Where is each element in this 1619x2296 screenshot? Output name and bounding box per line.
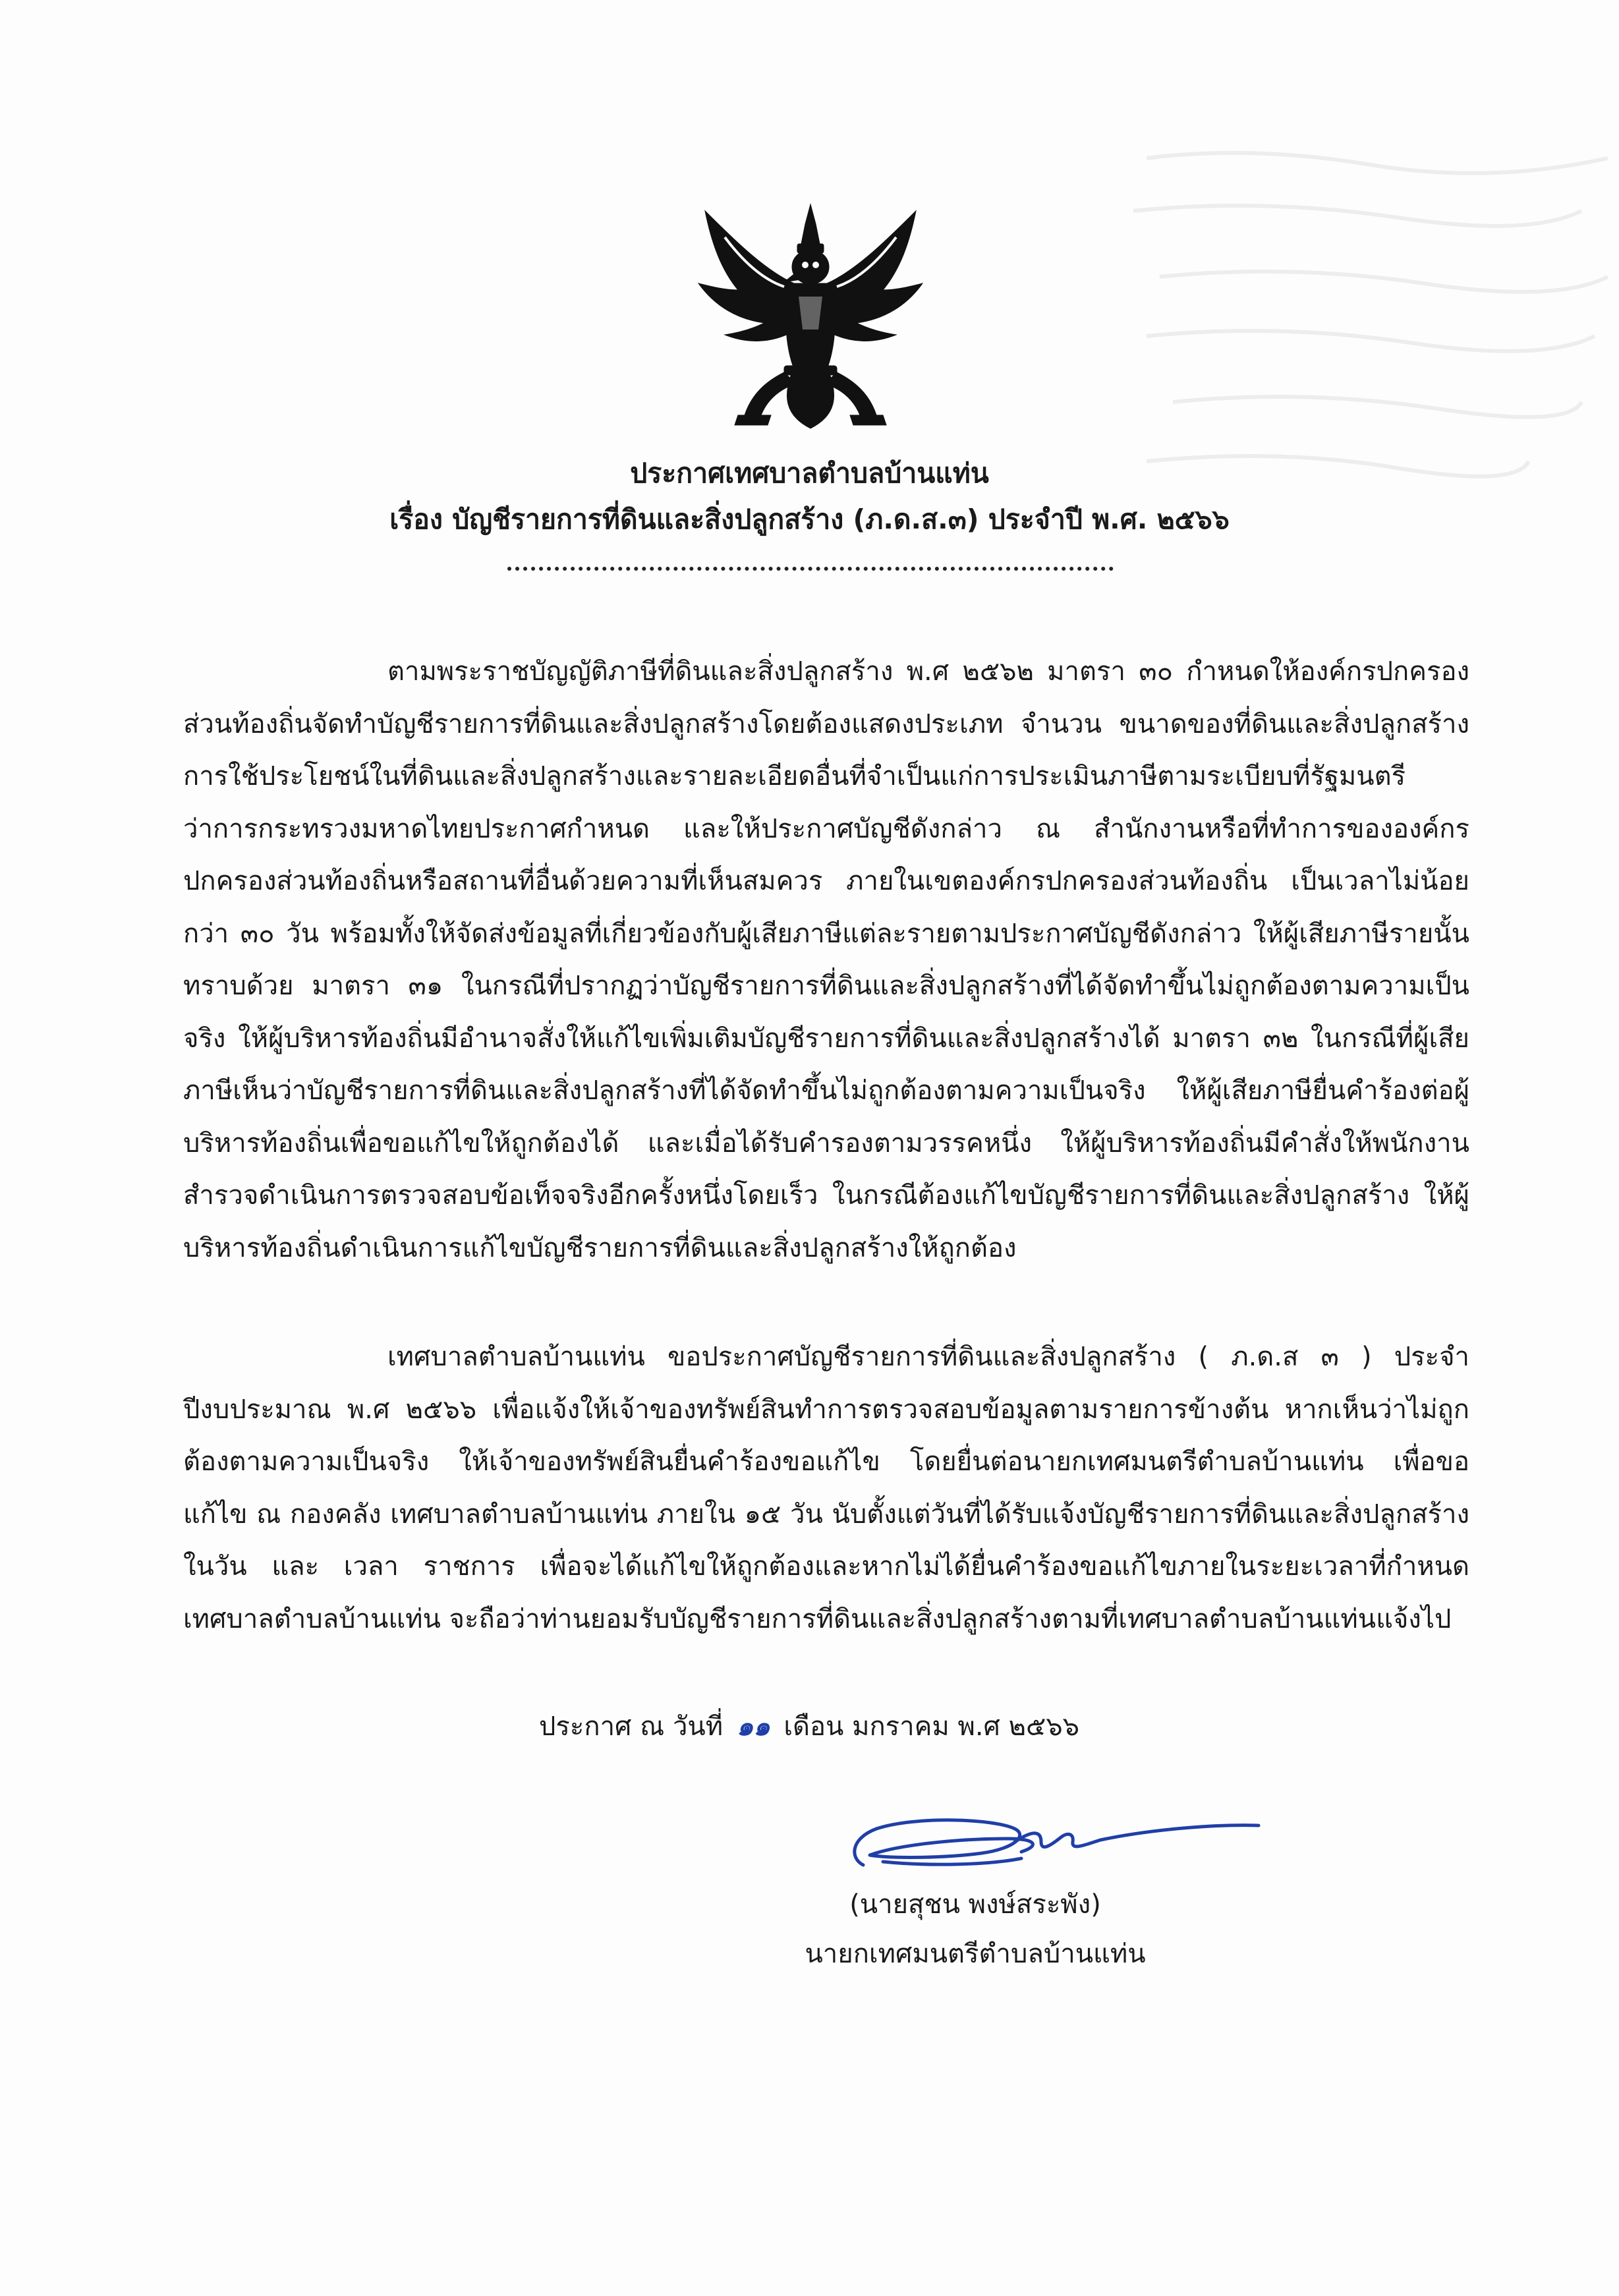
date-prefix: ประกาศ ณ วันที่ — [539, 1711, 724, 1742]
body-paragraph-1: ตามพระราชบัญญัติภาษีที่ดินและสิ่งปลูกสร้าง พ.ศ ๒๕๖๒ มาตรา ๓๐ กำหนดให้องค์กรปกครองส่วนท้องถิ่นจัดทำบัญชีรายการที่ดินและสิ่งปลูกสร้างโดยต้องแสดงประเภท จำนวน ขนาดของที่ดินและสิ่งปลูกสร้าง การใช้ประโยชน์ในที่ดินและสิ่งปลูกสร้างและรายละเอียดอื่นที่จำเป็นแก่การประเมินภาษีตามระเบียบที่รัฐมนตรีว่าการกระทรวงมหาดไทยประกาศกำหนด และให้ประกาศบัญชีดังกล่าว ณ สำนักงานหรือที่ทำการขององค์กรปกครองส่วนท้องถิ่นหรือสถานที่อื่นด้วยความที่เห็นสมควร ภายในเขตองค์กรปกครองส่วนท้องถิ่น เป็นเวลาไม่น้อยกว่า ๓๐ วัน พร้อมทั้งให้จัดส่งข้อมูลที่เกี่ยวข้องกับผู้เสียภาษีแต่ละรายตามประกาศบัญชีดังกล่าว ให้ผู้เสียภาษีรายนั้นทราบด้วย มาตรา ๓๑ ในกรณีที่ปรากฏว่าบัญชีรายการที่ดินและสิ่งปลูกสร้างที่ได้จัดทำขึ้นไม่ถูกต้องตามความเป็นจริง ให้ผู้บริหารท้องถิ่นมีอำนาจสั่งให้แก้ไขเพิ่มเติมบัญชีรายการที่ดินและสิ่งปลูกสร้างได้ มาตรา ๓๒ ในกรณีที่ผู้เสียภาษีเห็นว่าบัญชีรายการที่ดินและสิ่งปลูกสร้างที่ได้จัดทำขึ้นไม่ถูกต้องตามความเป็นจริง ให้ผู้เสียภาษียื่นคำร้องต่อผู้บริหารท้องถิ่นเพื่อขอแก้ไขให้ถูกต้องได้ และเมื่อได้รับคำรองตามวรรคหนึ่ง ให้ผู้บริหารท้องถิ่นมีคำสั่งให้พนักงานสำรวจดำเนินการตรวจสอบข้อเท็จจริงอีกครั้งหนึ่งโดยเร็ว ในกรณีต้องแก้ไขบัญชีรายการที่ดินและสิ่งปลูกสร้าง ให้ผู้บริหารท้องถิ่นดำเนินการแก้ไขบัญชีรายการที่ดินและสิ่งปลูกสร้างให้ถูกต้อง — [183, 656, 1469, 1263]
signer-name: (นายสุชน พงษ์สระพัง) — [849, 1889, 1101, 1920]
dotted-divider — [507, 567, 1114, 571]
document-subject: เรื่อง บัญชีรายการที่ดินและสิ่งปลูกสร้าง (ภ.ด.ส.๓) ประจำปี พ.ศ. ๒๕๖๖ — [389, 503, 1230, 535]
body-paragraph-2: เทศบาลตำบลบ้านแท่น ขอประกาศบัญชีรายการที่ดินและสิ่งปลูกสร้าง ( ภ.ด.ส ๓ ) ประจำปีงบประมาณ พ.ศ ๒๕๖๖ เพื่อแจ้งให้เจ้าของทรัพย์สินทำการตรวจสอบข้อมูลตามรายการข้างต้น หากเห็นว่าไม่ถูกต้องตามความเป็นจริง ให้เจ้าของทรัพย์สินยื่นคำร้องขอแก้ไข โดยยื่นต่อนายกเทศมนตรีตำบลบ้านแท่น เพื่อขอแก้ไข ณ กองคลัง เทศบาลตำบลบ้านแท่น ภายใน ๑๕ วัน นับตั้งแต่วันที่ได้รับแจ้งบัญชีรายการที่ดินและสิ่งปลูกสร้าง ในวัน และ เวลา ราชการ เพื่อจะได้แก้ไขให้ถูกต้องและหากไม่ได้ยื่นคำร้องขอแก้ไขภายในระยะเวลาที่กำหนด เทศบาลตำบลบ้านแท่น จะถือว่าท่านยอมรับบัญชีรายการที่ดินและสิ่งปลูกสร้างตามที่เทศบาลตำบลบ้านแท่นแจ้งไป — [183, 1342, 1469, 1634]
page-title: ประกาศเทศบาลตำบลบ้านแท่น — [630, 457, 989, 489]
date-day-handwritten: ๑๑ — [736, 1711, 770, 1742]
date-suffix: เดือน มกราคม พ.ศ ๒๕๖๖ — [783, 1711, 1080, 1742]
signer-position: นายกเทศมนตรีตำบลบ้านแท่น — [805, 1939, 1146, 1969]
announcement-date — [539, 1707, 1079, 1746]
handwritten-signature — [824, 1793, 1272, 1891]
garuda-emblem-icon — [685, 198, 936, 435]
